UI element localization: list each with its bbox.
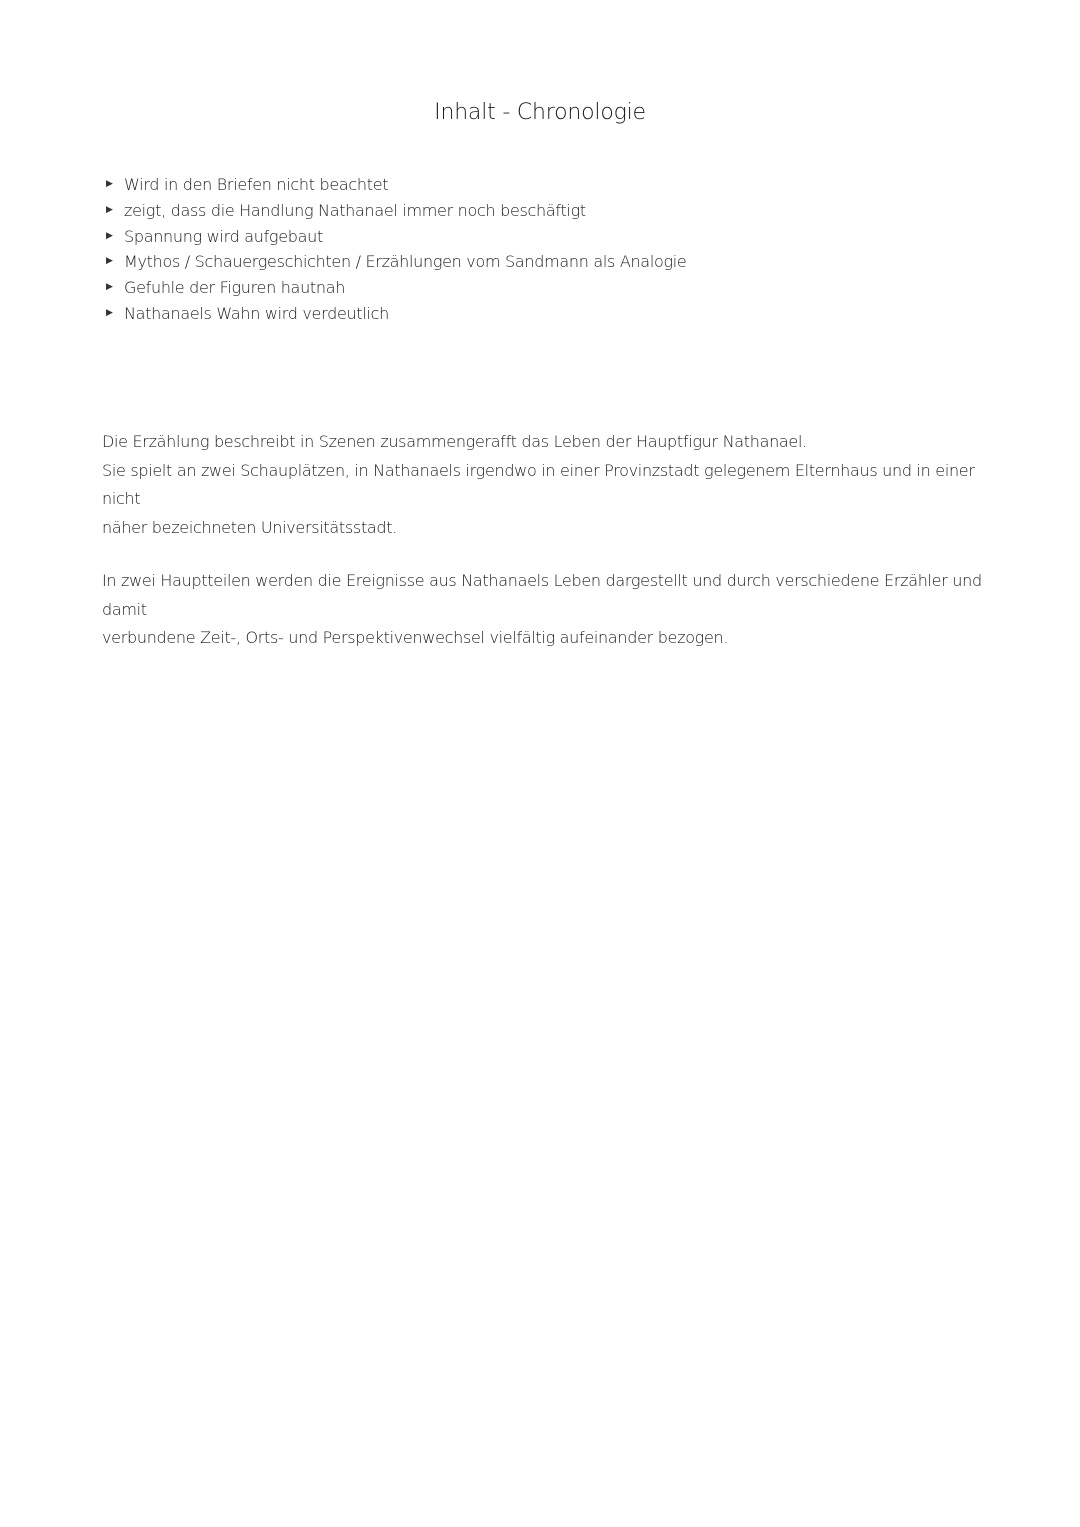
paragraph-line: Die Erzählung beschreibt in Szenen zusammengerafft das Leben der Hauptfigur Nathanael. [102,432,807,451]
paragraph-structure [102,567,982,653]
page-title: Inhalt - Chronologie [434,100,646,125]
list-item-text: Gefuhle der Figuren hautnah [124,278,346,298]
paragraph-line: verbundene Zeit-, Orts- und Perspektivenwechsel vielfältig aufeinander bezogen. [102,628,729,647]
list-item-text: Wird in den Briefen nicht beachtet [124,175,389,194]
list-item [102,275,686,301]
triangle-right-icon: ▶ [106,179,113,189]
list-item-text: Mythos / Schauergeschichten / Erzählungen vom Sandmann als Analogie [124,252,687,272]
paragraph-line: In zwei Hauptteilen werden die Ereignisse aus Nathanaels Leben dargestellt und durch verschiedene Erzähler und damit [102,571,982,619]
bullet-list [102,172,686,327]
paragraph-setting [102,428,982,542]
triangle-right-icon: ▶ [106,230,113,241]
list-item-text: Nathanaels Wahn wird verdeutlich [124,303,389,323]
list-item [102,172,686,198]
triangle-right-icon: ▶ [106,307,113,318]
paragraph-line: Sie spielt an zwei Schauplätzen, in Nathanaels irgendwo in einer Provinzstadt gelegenem Elternhaus und in einer nicht [102,460,975,508]
list-item [102,198,686,224]
list-item [102,249,686,275]
list-item [102,224,686,250]
triangle-right-icon: ▶ [106,204,113,215]
paragraph-line: näher bezeichneten Universitätsstadt. [102,517,398,537]
list-item [102,301,686,327]
triangle-right-icon: ▶ [106,282,113,293]
list-item-text: zeigt, dass die Handlung Nathanael immer noch beschäftigt [124,200,586,220]
triangle-right-icon: ▶ [106,256,113,267]
list-item-text: Spannung wird aufgebaut [124,226,323,246]
